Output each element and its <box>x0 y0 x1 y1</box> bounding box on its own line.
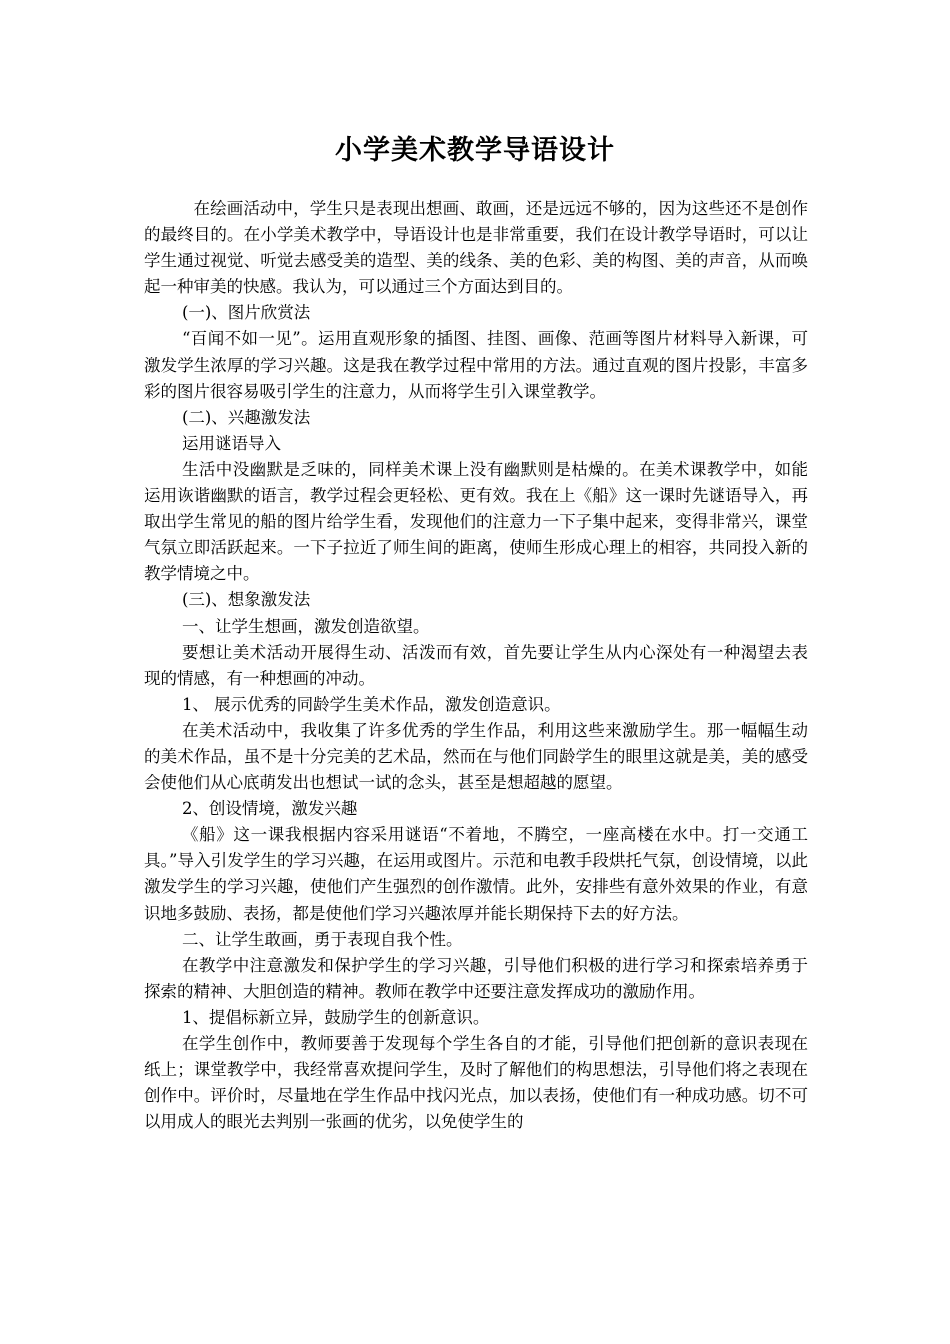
paragraph: 在学生创作中，教师要善于发现每个学生各自的才能，引导他们把创新的意识表现在纸上；课堂教学中，我经常喜欢提问学生，及时了解他们的构思想法，引导他们将之表现在创作中。评价时，尽量地在学生作品中找闪光点，加以表扬，使他们有一种成功感。切不可以用成人的眼光去判别一张画的优劣，以免使学生的 <box>144 1034 808 1132</box>
section-heading-1: (一)、图片欣赏法 <box>181 303 311 323</box>
subheading: 运用谜语导入 <box>181 433 281 453</box>
document-body <box>144 196 808 1135</box>
subheading: 二、让学生敢画，勇于表现自我个性。 <box>181 929 463 949</box>
paragraph-intro: 在绘画活动中，学生只是表现出想画、敢画，还是远远不够的，因为这些还不是创作的最终目的。在小学美术教学中，导语设计也是非常重要，我们在设计教学导语时，可以让学生通过视觉、听觉去感受美的造型、美的线条、美的色彩、美的构图、美的声音，从而唤起一种审美的快感。我认为，可以通过三个方面达到目的。 <box>144 199 808 297</box>
paragraph: 《船》这一课我根据内容采用谜语“不着地，不腾空，一座高楼在水中。打一交通工具。”导入引发学生的学习兴趣，在运用或图片。示范和电教手段烘托气氛，创设情境，以此激发学生的学习兴趣，使他们产生强烈的创作激情。此外，安排些有意外效果的作业，有意识地多鼓励、表扬，都是使他们学习兴趣浓厚并能长期保持下去的好方法。 <box>144 825 808 923</box>
subheading: 1、提倡标新立异，鼓励学生的创新意识。 <box>181 1007 490 1027</box>
document-title: 小学美术教学导语设计 <box>335 135 615 166</box>
paragraph: 在教学中注意激发和保护学生的学习兴趣，引导他们积极的进行学习和探索培养勇于探索的精神、大胆创造的精神。教师在教学中还要注意发挥成功的激励作用。 <box>144 955 808 1001</box>
subheading: 2、创设情境，激发兴趣 <box>181 799 358 819</box>
paragraph: 在美术活动中，我收集了许多优秀的学生作品，利用这些来激励学生。那一幅幅生动的美术作品，虽不是十分完美的艺术品，然而在与他们同龄学生的眼里这就是美，美的感受会使他们从心底萌发出也想试一试的念头，甚至是想超越的愿望。 <box>144 720 808 793</box>
paragraph: 要想让美术活动开展得生动、活泼而有效，首先要让学生从内心深处有一种渴望去表现的情感，有一种想画的冲动。 <box>144 642 808 688</box>
paragraph: “百闻不如一见”。运用直观形象的插图、挂图、画像、范画等图片材料导入新课，可激发学生浓厚的学习兴趣。这是我在教学过程中常用的方法。通过直观的图片投影，丰富多彩的图片很容易吸引学生的注意力，从而将学生引入课堂教学。 <box>144 329 808 401</box>
paragraph: 生活中没幽默是乏味的，同样美术课上没有幽默则是枯燥的。在美术课教学中，如能运用诙谐幽默的语言，教学过程会更轻松、更有效。我在上《船》这一课时先谜语导入，再取出学生常见的船的图片给学生看，发现他们的注意力一下子集中起来，变得非常兴，课堂气氛立即活跃起来。一下子拉近了师生间的距离，使师生形成心理上的相容，共同投入新的教学情境之中。 <box>144 459 808 584</box>
subheading: 1、 展示优秀的同龄学生美术作品，激发创造意识。 <box>181 694 561 714</box>
section-heading-3: (三)、想象激发法 <box>181 590 311 610</box>
section-heading-2: (二)、兴趣激发法 <box>181 407 311 427</box>
subheading: 一、让学生想画，激发创造欲望。 <box>181 616 430 636</box>
